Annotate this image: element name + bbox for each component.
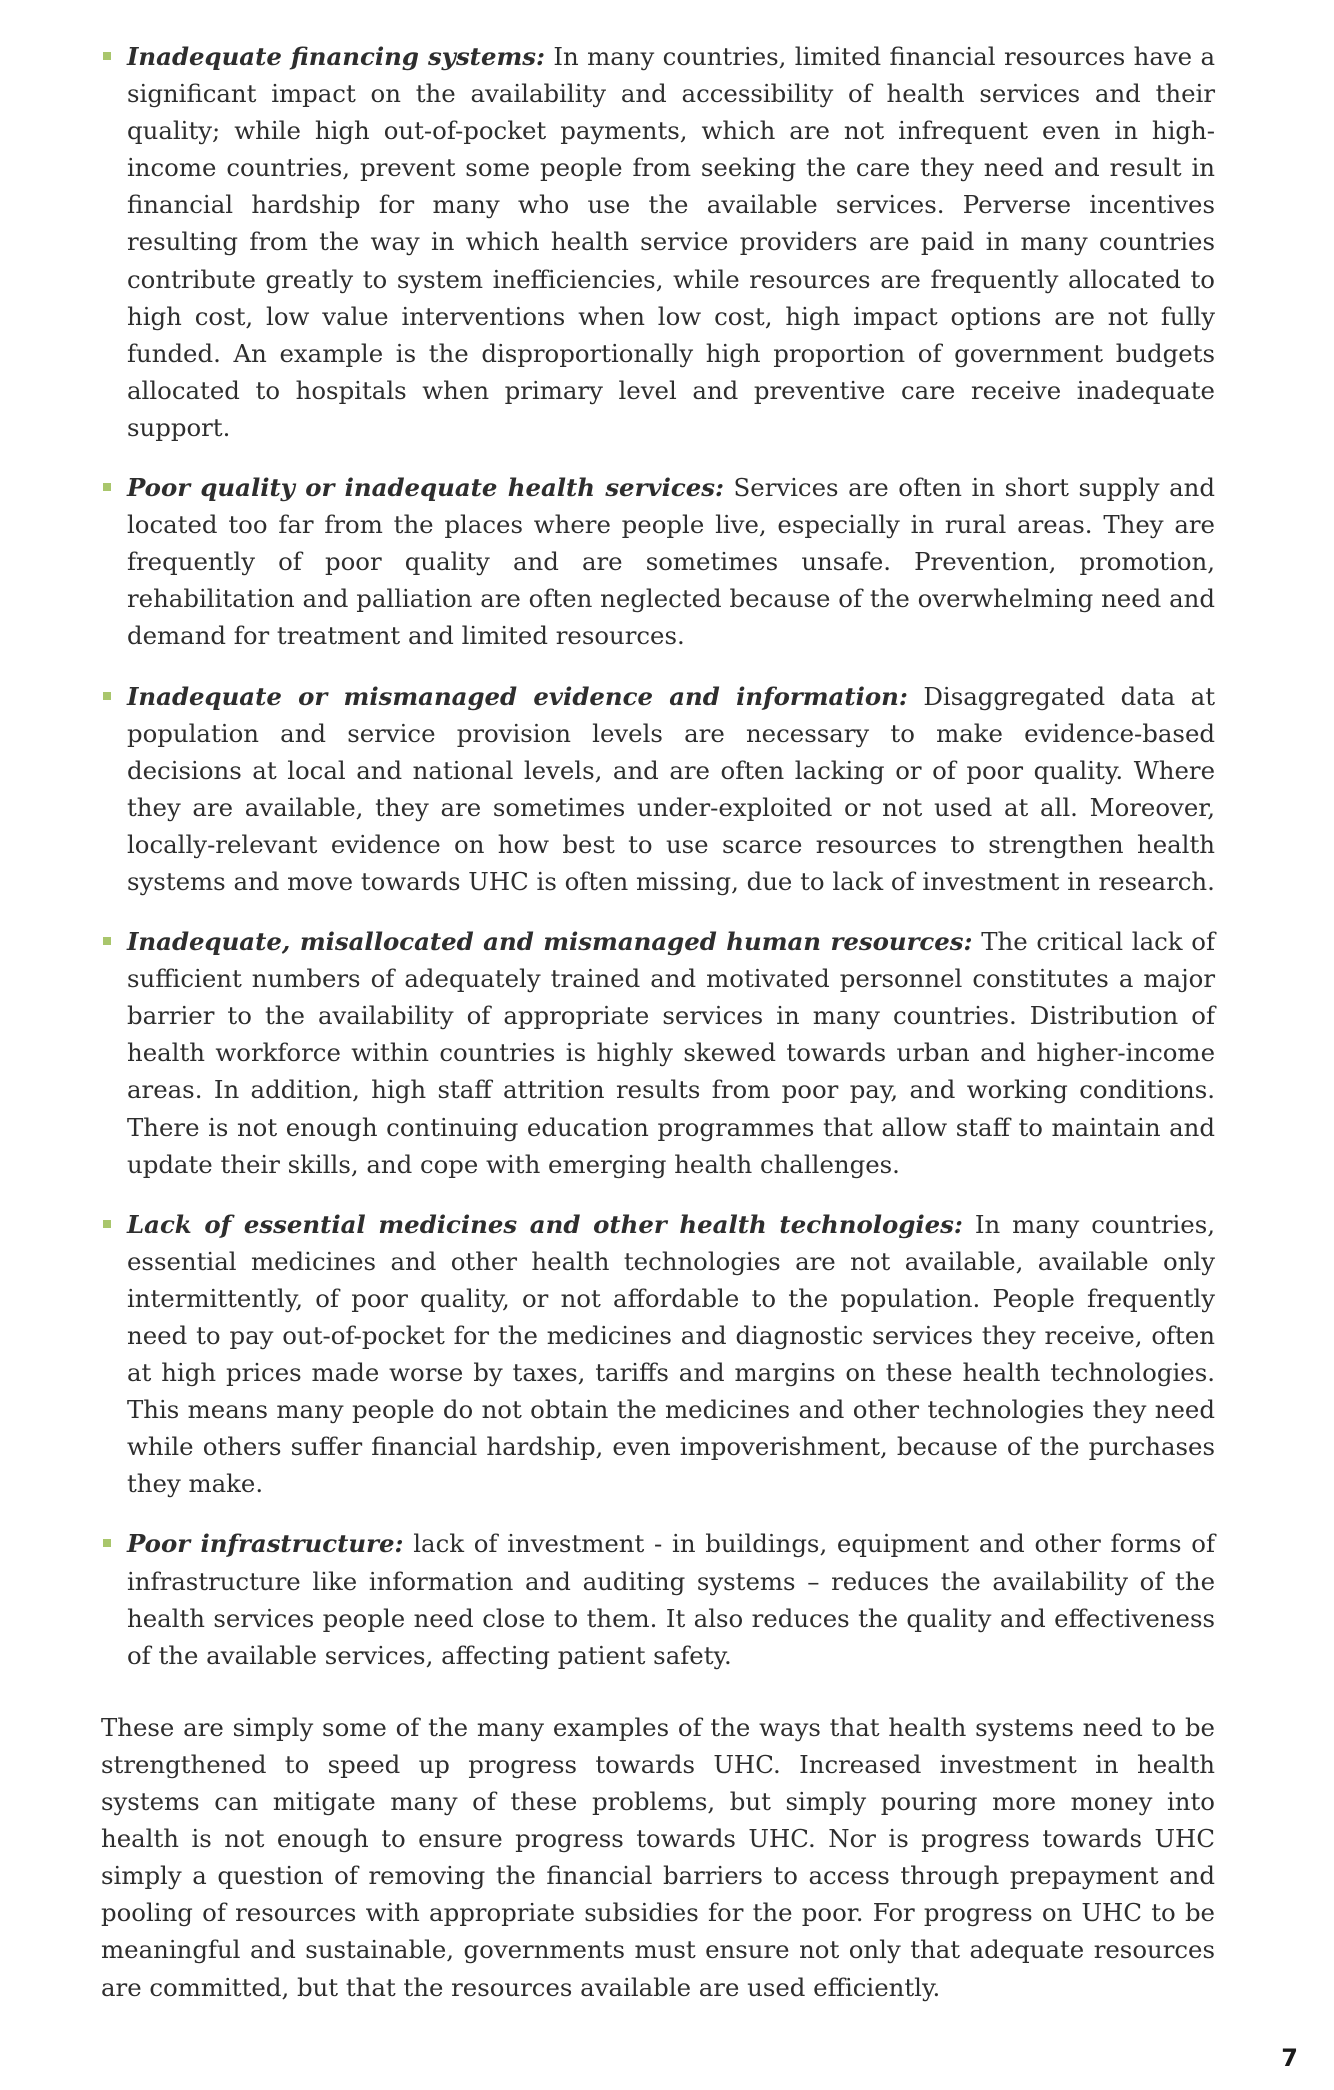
bullet-health-services	[101, 469, 1215, 654]
bullet-text: lack of investment - in buildings, equipment and other forms of infrastructure like information and auditing systems – reduces the availability of the health services people need close to them. It also reduces the quality and effectiveness of the available services, affecting patient safety.	[127, 1529, 1215, 1670]
bullet-financing	[101, 38, 1215, 446]
bullet-term: Poor quality or inadequate health services:	[127, 473, 724, 503]
bullet-term: Poor infrastructure:	[127, 1529, 404, 1559]
square-bullet-icon	[103, 937, 111, 945]
bullet-medicines-technologies	[101, 1206, 1215, 1503]
square-bullet-icon	[103, 483, 111, 491]
health-system-challenges-list	[101, 38, 1215, 1674]
page-number: 7	[1281, 2044, 1298, 2072]
bullet-text: Disaggregated data at population and service provision levels are necessary to make evidence-based decisions at local and national levels, and are often lacking or of poor quality. Where they are available, they are sometimes under-exploited or not used at all. Moreover, locally-relevant evidence on how best to use scarce resources to strengthen health systems and move towards UHC is often missing, due to lack of investment in research.	[127, 681, 1215, 896]
bullet-term: Inadequate, misallocated and mismanaged human resources:	[127, 927, 973, 957]
bullet-text: The critical lack of sufficient numbers of adequately trained and motivated personnel constitutes a major barrier to the availability of appropriate services in many countries. Distribution of health workforce within countries is highly skewed towards urban and higher-income areas. In addition, high staff attrition results from poor pay, and working conditions. There is not enough continuing education programmes that allow staff to maintain and update their skills, and cope with emerging health challenges.	[127, 927, 1215, 1179]
square-bullet-icon	[103, 692, 111, 700]
square-bullet-icon	[103, 1220, 111, 1228]
bullet-term: Inadequate financing systems:	[127, 42, 546, 71]
closing-paragraph: These are simply some of the many examples of the ways that health systems need to be strengthened to speed up progress towards UHC. Increased investment in health systems can mitigate many of these problems, but simply pouring more money into health is not enough to ensure progress towards UHC. Nor is progress towards UHC simply a question of removing the financial barriers to access through prepayment and pooling of resources with appropriate subsidies for the poor. For progress on UHC to be meaningful and sustainable, governments must ensure not only that adequate resources are committed, but that the resources available are used efficiently.	[101, 1712, 1215, 2002]
bullet-evidence-information	[101, 678, 1215, 901]
square-bullet-icon	[103, 1539, 111, 1547]
bullet-human-resources	[101, 923, 1215, 1183]
bullet-infrastructure	[101, 1525, 1215, 1673]
bullet-text: Services are often in short supply and located too far from the places where people live, especially in rural areas. They are frequently of poor quality and are sometimes unsafe. Prevention, promotion, rehabilitation and palliation are often neglected because of the overwhelming need and demand for treatment and limited resources.	[127, 473, 1215, 651]
document-body	[101, 38, 1215, 2006]
bullet-text: In many countries, essential medicines and other health technologies are not available, available only intermittently, of poor quality, or not affordable to the population. People frequently need to pay out-of-pocket for the medicines and diagnostic services they receive, often at high prices made worse by taxes, tariffs and margins on these health technologies. This means many people do not obtain the medicines and other technologies they need while others suffer financial hardship, even impoverishment, because of the purchases they make.	[127, 1209, 1215, 1499]
bullet-term: Inadequate or mismanaged evidence and information:	[127, 681, 908, 711]
square-bullet-icon	[103, 52, 111, 60]
bullet-text: In many countries, limited financial resources have a significant impact on the availability and accessibility of health services and their quality; while high out-of-pocket payments, which are not infrequent even in high-income countries, prevent some people from seeking the care they need and result in financial hardship for many who use the available services. Perverse incentives resulting from the way in which health service providers are paid in many countries contribute greatly to system inefficiencies, while resources are frequently allocated to high cost, low value interventions when low cost, high impact options are not fully funded. An example is the disproportionally high proportion of government budgets allocated to hospitals when primary level and preventive care receive inadequate support.	[127, 42, 1215, 442]
bullet-term: Lack of essential medicines and other health technologies:	[127, 1209, 963, 1239]
